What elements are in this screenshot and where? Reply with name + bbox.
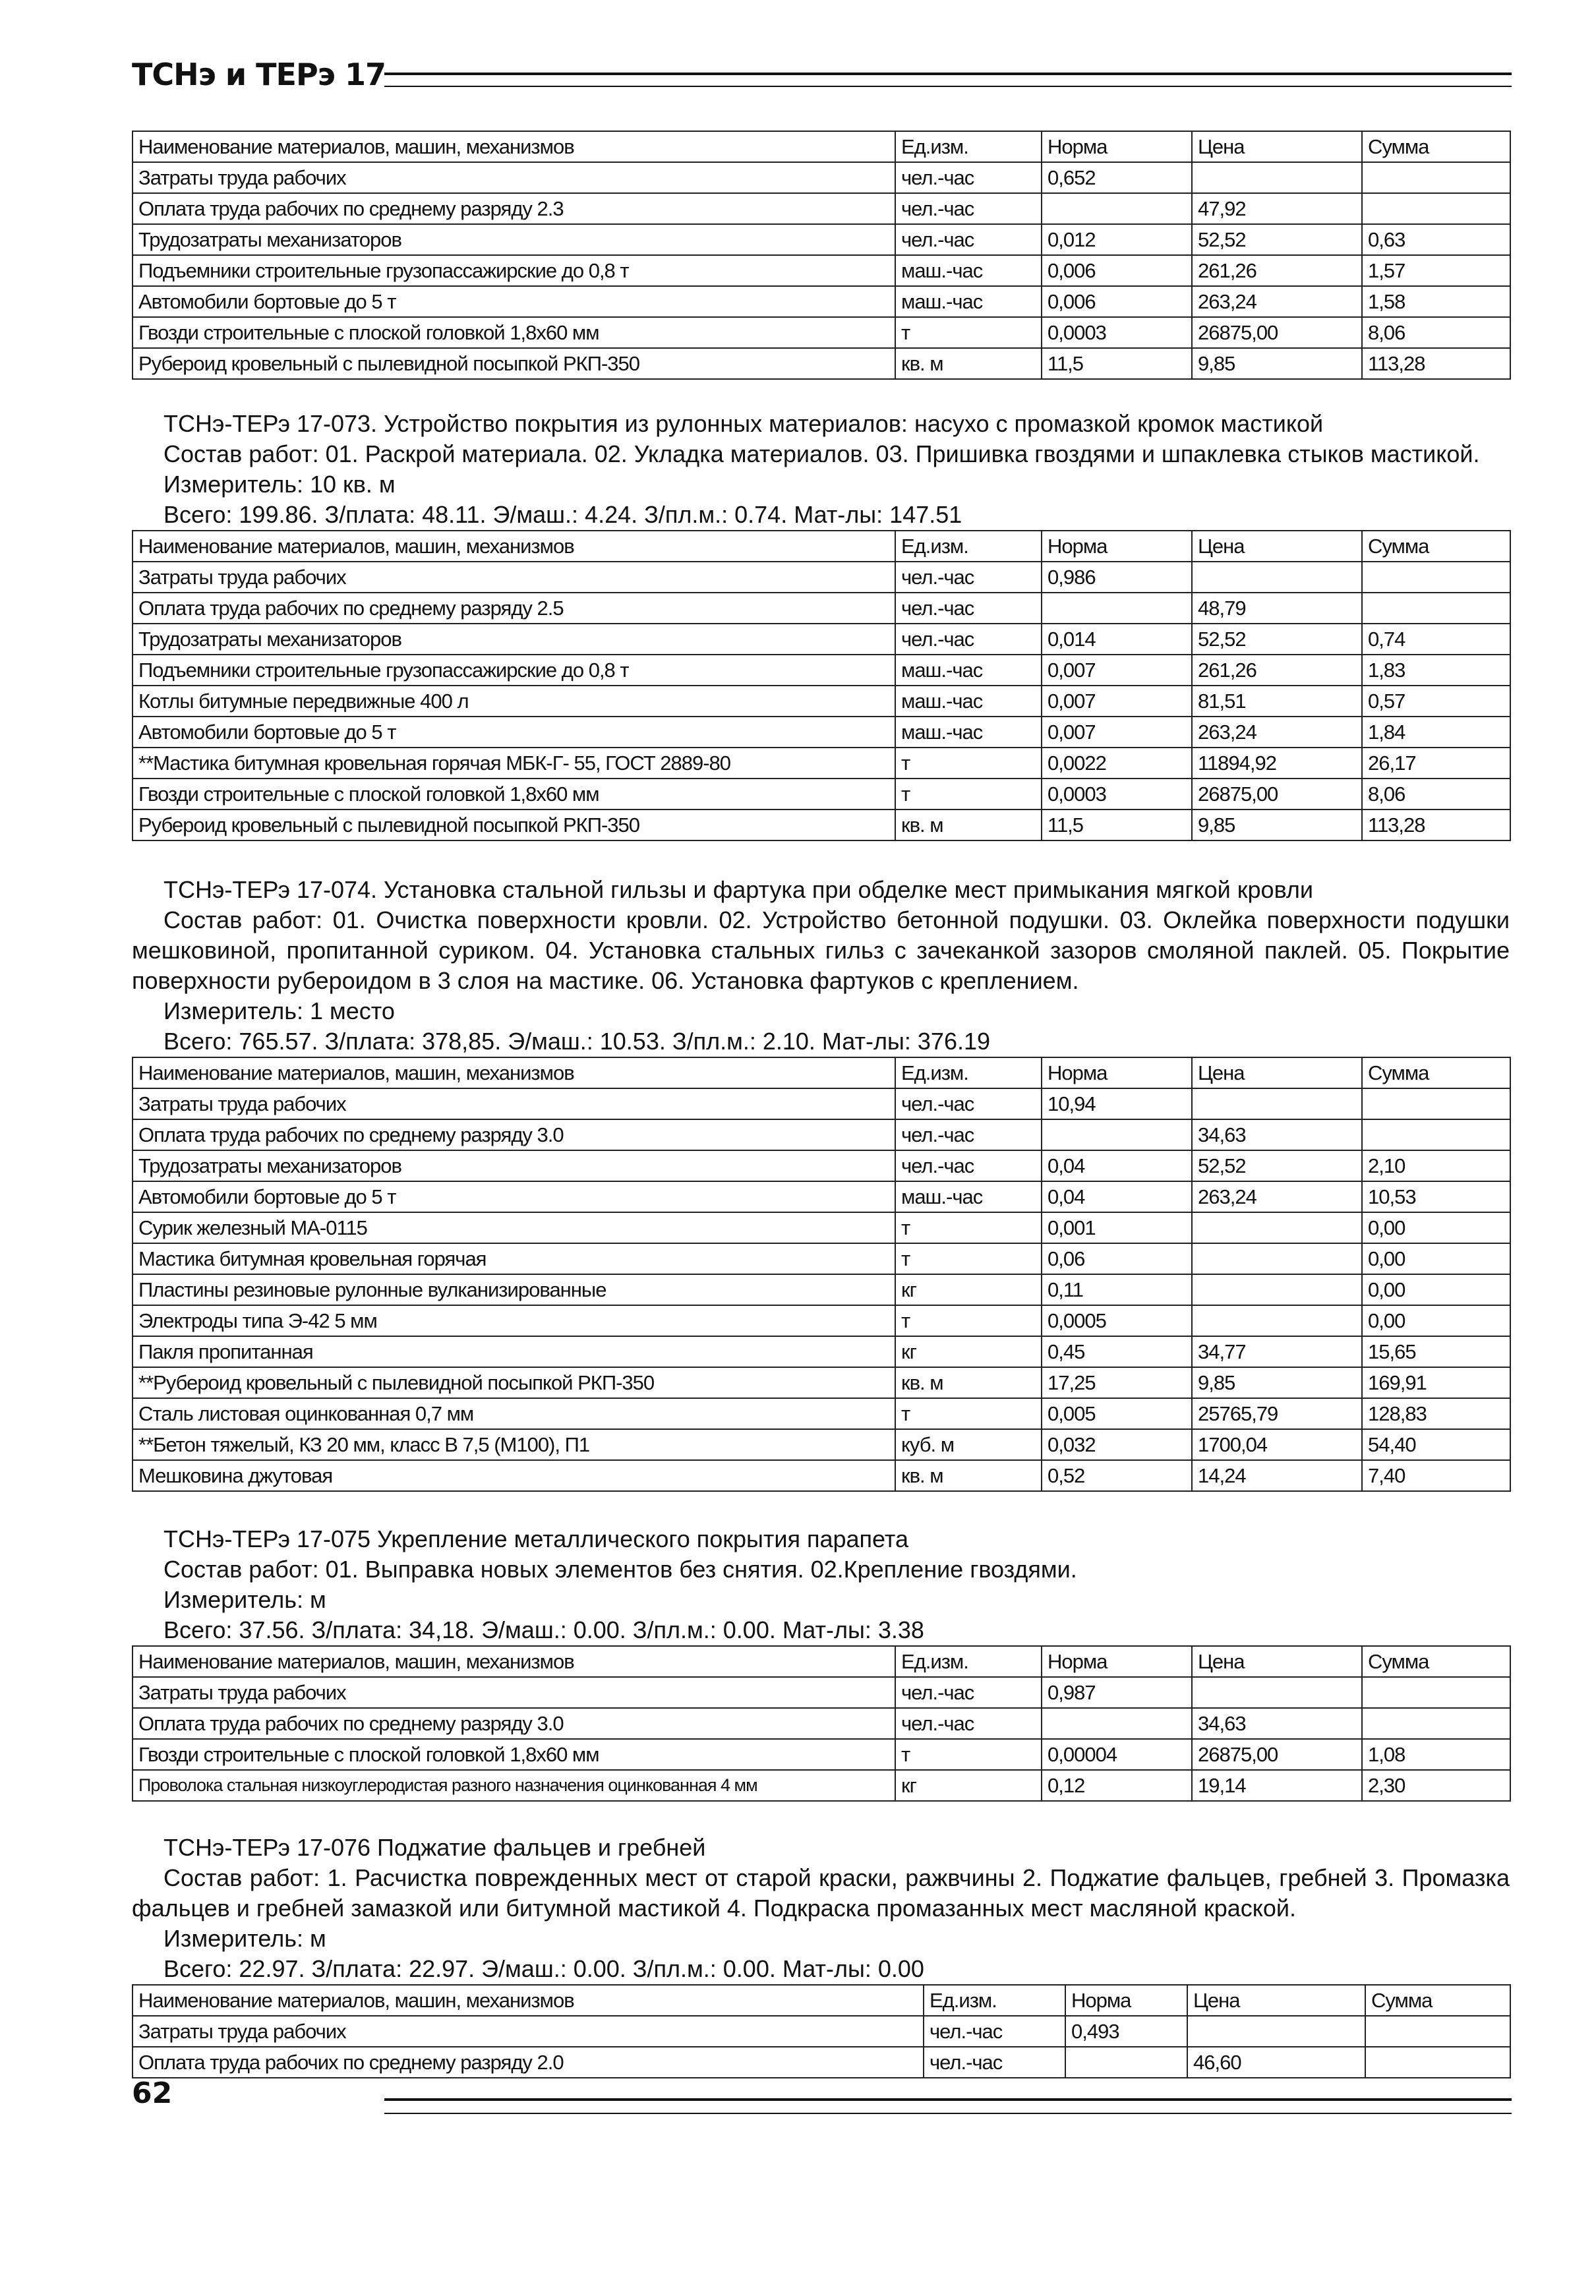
table-cell: Трудозатраты механизаторов [133,1150,895,1181]
table-cell: 0,0003 [1042,779,1192,809]
table-cell: 52,52 [1192,1150,1362,1181]
table-cell: Рубероид кровельный с пылевидной посыпкой РКП-350 [133,809,895,840]
table-cell: т [895,317,1042,348]
table-cell: чел.-час [895,193,1042,224]
table-cell: Затраты труда рабочих [133,1677,895,1708]
section-total: Всего: 22.97. З/плата: 22.97. Э/маш.: 0.00. З/пл.м.: 0.00. Мат-лы: 0.00 [163,1955,924,1982]
norm-table [132,1057,1511,1492]
table-cell: кв. м [895,1367,1042,1398]
table-cell: 34,77 [1192,1336,1362,1367]
table-cell [1362,1708,1510,1739]
table-row [133,1336,1510,1367]
column-header: Ед.изм. [895,1646,1042,1677]
table-cell [1362,1088,1510,1119]
table-row [133,655,1510,686]
section-17-075 [132,1524,1510,1802]
table-cell: 34,63 [1192,1708,1362,1739]
table-cell: чел.-час [895,1677,1042,1708]
table-cell: Оплата труда рабочих по среднему разряду 2.3 [133,193,895,224]
table-row [133,1119,1510,1150]
table-cell: 8,06 [1362,779,1510,809]
section-total: Всего: 37.56. З/плата: 34,18. Э/маш.: 0.00. З/пл.м.: 0.00. Мат-лы: 3.38 [163,1616,924,1643]
section-total: Всего: 199.86. З/плата: 48.11. Э/маш.: 4.24. З/пл.м.: 0.74. Мат-лы: 147.51 [163,501,962,528]
table-cell: 9,85 [1192,809,1362,840]
column-header: Наименование материалов, машин, механизмов [133,531,895,562]
table-cell: маш.-час [895,255,1042,286]
norm-table [132,131,1511,380]
table-row [133,1367,1510,1398]
table-cell [1192,162,1362,193]
table-cell: 26875,00 [1192,1739,1362,1770]
table-cell: 1,08 [1362,1739,1510,1770]
table-cell: куб. м [895,1429,1042,1460]
table-row [133,162,1510,193]
table-cell: чел.-час [895,1088,1042,1119]
table-cell: 0,0005 [1042,1305,1192,1336]
table-cell: 0,005 [1042,1398,1192,1429]
table-cell: 46,60 [1187,2047,1365,2078]
table-row [133,224,1510,255]
table-cell: 0,032 [1042,1429,1192,1460]
table-cell: 47,92 [1192,193,1362,224]
table-cell: кг [895,1336,1042,1367]
section-title: ТСНэ-ТЕРэ 17-074. Установка стальной гильзы и фартука при обделке мест примыкания мягкой кровли [163,876,1313,903]
table-cell: 0,57 [1362,686,1510,717]
table-row [133,1305,1510,1336]
table-cell: 0,001 [1042,1212,1192,1243]
column-header: Норма [1042,131,1192,162]
table-header-row [133,1646,1510,1677]
table-cell: 2,10 [1362,1150,1510,1181]
table-cell [1362,193,1510,224]
table-cell: чел.-час [924,2047,1065,2078]
table-cell: 0,986 [1042,562,1192,593]
table-cell: Затраты труда рабочих [133,2016,924,2047]
table-cell: 0,006 [1042,286,1192,317]
table-cell: 1,57 [1362,255,1510,286]
table-cell: Затраты труда рабочих [133,562,895,593]
table-row [133,1770,1510,1801]
table-cell: чел.-час [895,562,1042,593]
table-row [133,2047,1510,2078]
table-cell: 52,52 [1192,224,1362,255]
table-cell: 0,63 [1362,224,1510,255]
table-cell: 113,28 [1362,809,1510,840]
table-cell: 0,45 [1042,1336,1192,1367]
column-header: Ед.изм. [895,531,1042,562]
table-cell: Затраты труда рабочих [133,1088,895,1119]
header-rule-bottom [384,86,1512,87]
table-cell [1362,162,1510,193]
table-row [133,1460,1510,1491]
table-cell: Автомобили бортовые до 5 т [133,717,895,748]
table-cell: Пакля пропитанная [133,1336,895,1367]
table-cell: 0,0022 [1042,748,1192,779]
section-composition: Состав работ: 01. Раскрой материала. 02. Укладка материалов. 03. Пришивка гвоздями и шпаклевка стыков мастикой. [163,440,1480,467]
table-cell: 0,74 [1362,624,1510,655]
table-cell: 113,28 [1362,348,1510,379]
table-cell: 0,006 [1042,255,1192,286]
table-cell: Оплата труда рабочих по среднему разряду 2.5 [133,593,895,624]
column-header: Цена [1192,1646,1362,1677]
table-cell: чел.-час [895,162,1042,193]
table-cell: Автомобили бортовые до 5 т [133,1181,895,1212]
table-cell: 14,24 [1192,1460,1362,1491]
header-title: ТСНэ и ТЕРэ 17 [132,57,386,92]
table-cell: 0,007 [1042,686,1192,717]
table-cell: маш.-час [895,717,1042,748]
table-cell [1192,1243,1362,1274]
table-row [133,624,1510,655]
column-header: Цена [1192,1057,1362,1088]
table-cell: 0,04 [1042,1150,1192,1181]
table-cell: кг [895,1770,1042,1801]
table-cell: 9,85 [1192,1367,1362,1398]
table-row [133,1398,1510,1429]
table-cell: 25765,79 [1192,1398,1362,1429]
table-cell [1192,1305,1362,1336]
table-row [133,1088,1510,1119]
table-cell: 0,987 [1042,1677,1192,1708]
table-cell: 0,04 [1042,1181,1192,1212]
table-cell: 54,40 [1362,1429,1510,1460]
table-cell: 263,24 [1192,1181,1362,1212]
table-cell: 0,00 [1362,1274,1510,1305]
table-cell: Котлы битумные передвижные 400 л [133,686,895,717]
table-cell: 0,493 [1065,2016,1187,2047]
table-cell: кг [895,1274,1042,1305]
section-17-073 [132,409,1510,841]
table-cell: кв. м [895,348,1042,379]
table-cell: 11,5 [1042,348,1192,379]
table-cell: 48,79 [1192,593,1362,624]
table-header-row [133,131,1510,162]
section-17-076 [132,1833,1510,2078]
table-cell [1365,2016,1510,2047]
table-cell: **Бетон тяжелый, КЗ 20 мм, класс В 7,5 (М100), П1 [133,1429,895,1460]
table-cell: 0,12 [1042,1770,1192,1801]
norm-table [132,1645,1511,1802]
column-header: Ед.изм. [895,1057,1042,1088]
table-cell [1042,193,1192,224]
table-cell: 26875,00 [1192,779,1362,809]
table-cell: 52,52 [1192,624,1362,655]
table-cell: чел.-час [895,593,1042,624]
table-cell: 0,00004 [1042,1739,1192,1770]
table-row [133,1708,1510,1739]
section-unit: Измеритель: м [163,1586,326,1613]
table-cell: 0,52 [1042,1460,1192,1491]
column-header: Сумма [1365,1985,1510,2016]
column-header: Ед.изм. [895,131,1042,162]
column-header: Норма [1065,1985,1187,2016]
table-row [133,1274,1510,1305]
table-cell: чел.-час [895,224,1042,255]
table-cell: кв. м [895,809,1042,840]
column-header: Цена [1192,531,1362,562]
table-cell: чел.-час [895,1119,1042,1150]
table-cell: 128,83 [1362,1398,1510,1429]
table-cell: Оплата труда рабочих по среднему разряду 3.0 [133,1708,895,1739]
table-cell: т [895,1739,1042,1770]
table-row [133,809,1510,840]
table-cell: 0,06 [1042,1243,1192,1274]
table-cell: 26,17 [1362,748,1510,779]
column-header: Наименование материалов, машин, механизмов [133,1985,924,2016]
table-cell [1192,562,1362,593]
table-cell: 10,53 [1362,1181,1510,1212]
page-header [132,53,1510,99]
section-unit: Измеритель: м [163,1925,326,1952]
section-prev [132,131,1510,380]
table-cell: 11894,92 [1192,748,1362,779]
table-cell: Сталь листовая оцинкованная 0,7 мм [133,1398,895,1429]
table-row [133,317,1510,348]
table-cell: 0,007 [1042,655,1192,686]
table-cell: Гвозди строительные с плоской головкой 1,8х60 мм [133,1739,895,1770]
table-cell [1362,1677,1510,1708]
table-cell: 34,63 [1192,1119,1362,1150]
table-cell [1187,2016,1365,2047]
table-cell: 0,00 [1362,1305,1510,1336]
section-composition: Состав работ: 01. Очистка поверхности кровли. 02. Устройство бетонной подушки. 03. Оклейка поверхности подушки мешковиной, пропитанной суриком. 04. Установка стальных гильз с зачеканкой зазоров смоляной паклей. 05. Покрытие поверхности рубероидом в 3 слоя на мастике. 06. Установка фартуков с креплением. [132,906,1510,994]
table-row [133,779,1510,809]
table-row [133,562,1510,593]
table-cell: 0,11 [1042,1274,1192,1305]
table-cell: 81,51 [1192,686,1362,717]
table-row [133,593,1510,624]
table-cell: 1700,04 [1192,1429,1362,1460]
section-title: ТСНэ-ТЕРэ 17-073. Устройство покрытия из рулонных материалов: насухо с промазкой кромок мастикой [163,410,1324,437]
table-cell: 261,26 [1192,655,1362,686]
table-cell: **Мастика битумная кровельная горячая МБК-Г- 55, ГОСТ 2889-80 [133,748,895,779]
table-row [133,1243,1510,1274]
table-cell: 0,007 [1042,717,1192,748]
table-cell: т [895,748,1042,779]
table-cell: чел.-час [895,1708,1042,1739]
column-header: Норма [1042,1646,1192,1677]
table-cell: 15,65 [1362,1336,1510,1367]
column-header: Наименование материалов, машин, механизмов [133,1057,895,1088]
table-row [133,717,1510,748]
table-cell: т [895,1398,1042,1429]
section-title: ТСНэ-ТЕРэ 17-075 Укрепление металлического покрытия парапета [163,1525,908,1552]
table-cell [1362,562,1510,593]
table-cell: 0,0003 [1042,317,1192,348]
table-cell: 9,85 [1192,348,1362,379]
table-cell: Гвозди строительные с плоской головкой 1,8х60 мм [133,317,895,348]
table-cell [1042,593,1192,624]
table-cell: Подъемники строительные грузопассажирские до 0,8 т [133,255,895,286]
table-cell: 19,14 [1192,1770,1362,1801]
table-cell [1192,1212,1362,1243]
table-cell: Автомобили бортовые до 5 т [133,286,895,317]
table-cell: маш.-час [895,286,1042,317]
table-cell: чел.-час [895,624,1042,655]
table-cell: Мешковина джутовая [133,1460,895,1491]
table-header-row [133,1057,1510,1088]
table-cell: Мастика битумная кровельная горячая [133,1243,895,1274]
table-cell: **Рубероид кровельный с пылевидной посыпкой РКП-350 [133,1367,895,1398]
norm-table [132,1984,1511,2078]
table-cell: 0,00 [1362,1243,1510,1274]
table-cell [1192,1274,1362,1305]
column-header: Цена [1187,1985,1365,2016]
table-cell: маш.-час [895,686,1042,717]
table-cell [1362,593,1510,624]
table-cell: 261,26 [1192,255,1362,286]
table-cell: Рубероид кровельный с пылевидной посыпкой РКП-350 [133,348,895,379]
section-composition: Состав работ: 1. Расчистка поврежденных мест от старой краски, ражвчины 2. Поджатие фальцев, гребней 3. Промазка фальцев и гребней замазкой или битумной мастикой 4. Подкраска промазанных мест масляной краской. [132,1864,1510,1922]
table-cell: т [895,1243,1042,1274]
table-cell: Затраты труда рабочих [133,162,895,193]
table-cell [1362,1119,1510,1150]
column-header: Сумма [1362,1646,1510,1677]
table-cell: 10,94 [1042,1088,1192,1119]
table-row [133,1739,1510,1770]
table-cell: чел.-час [895,1150,1042,1181]
table-row [133,1677,1510,1708]
table-cell [1042,1119,1192,1150]
column-header: Цена [1192,131,1362,162]
table-cell: Оплата труда рабочих по среднему разряду 2.0 [133,2047,924,2078]
table-cell: Трудозатраты механизаторов [133,224,895,255]
table-cell: 26875,00 [1192,317,1362,348]
table-row [133,748,1510,779]
section-composition: Состав работ: 01. Выправка новых элементов без снятия. 02.Крепление гвоздями. [163,1556,1077,1583]
table-cell: т [895,1305,1042,1336]
table-cell: 8,06 [1362,317,1510,348]
table-cell: Проволока стальная низкоуглеродистая разного назначения оцинкованная 4 мм [133,1770,895,1801]
column-header: Сумма [1362,531,1510,562]
table-cell: Гвозди строительные с плоской головкой 1,8х60 мм [133,779,895,809]
table-cell: 0,652 [1042,162,1192,193]
table-cell: 0,012 [1042,224,1192,255]
table-cell: Оплата труда рабочих по среднему разряду 3.0 [133,1119,895,1150]
table-cell: 0,00 [1362,1212,1510,1243]
table-cell: Подъемники строительные грузопассажирские до 0,8 т [133,655,895,686]
table-row [133,286,1510,317]
table-cell [1365,2047,1510,2078]
table-cell: кв. м [895,1460,1042,1491]
table-row [133,1181,1510,1212]
table-cell: Сурик железный МА-0115 [133,1212,895,1243]
table-cell: 7,40 [1362,1460,1510,1491]
table-cell: 17,25 [1042,1367,1192,1398]
table-row [133,348,1510,379]
table-header-row [133,1985,1510,2016]
footer-rule-bottom [384,2113,1512,2114]
table-row [133,1429,1510,1460]
norm-table [132,530,1511,841]
section-title: ТСНэ-ТЕРэ 17-076 Поджатие фальцев и гребней [163,1834,706,1861]
table-cell: 263,24 [1192,286,1362,317]
section-unit: Измеритель: 10 кв. м [163,471,396,498]
column-header: Норма [1042,531,1192,562]
table-cell [1042,1708,1192,1739]
table-cell: т [895,779,1042,809]
table-cell: 1,83 [1362,655,1510,686]
table-cell: 169,91 [1362,1367,1510,1398]
header-rule-top [384,73,1512,75]
table-cell [1192,1088,1362,1119]
table-cell: т [895,1212,1042,1243]
table-cell: 11,5 [1042,809,1192,840]
table-cell: маш.-час [895,1181,1042,1212]
table-cell [1192,1677,1362,1708]
table-cell: Трудозатраты механизаторов [133,624,895,655]
footer-rule-top [384,2098,1512,2101]
table-cell: чел.-час [924,2016,1065,2047]
section-total: Всего: 765.57. З/плата: 378,85. Э/маш.: 10.53. З/пл.м.: 2.10. Мат-лы: 376.19 [163,1028,991,1055]
page-number: 62 [132,2076,173,2110]
table-cell [1065,2047,1187,2078]
table-row [133,255,1510,286]
column-header: Ед.изм. [924,1985,1065,2016]
table-row [133,193,1510,224]
table-cell: 0,014 [1042,624,1192,655]
table-cell: маш.-час [895,655,1042,686]
table-cell: Пластины резиновые рулонные вулканизированные [133,1274,895,1305]
table-row [133,1212,1510,1243]
column-header: Сумма [1362,1057,1510,1088]
table-cell: 263,24 [1192,717,1362,748]
column-header: Наименование материалов, машин, механизмов [133,131,895,162]
table-cell: 1,58 [1362,286,1510,317]
table-header-row [133,531,1510,562]
table-row [133,686,1510,717]
section-17-074 [132,875,1510,1492]
column-header: Сумма [1362,131,1510,162]
column-header: Норма [1042,1057,1192,1088]
table-row [133,1150,1510,1181]
column-header: Наименование материалов, машин, механизмов [133,1646,895,1677]
table-cell: 1,84 [1362,717,1510,748]
table-row [133,2016,1510,2047]
table-cell: 2,30 [1362,1770,1510,1801]
table-cell: Электроды типа Э-42 5 мм [133,1305,895,1336]
section-unit: Измеритель: 1 место [163,997,395,1024]
